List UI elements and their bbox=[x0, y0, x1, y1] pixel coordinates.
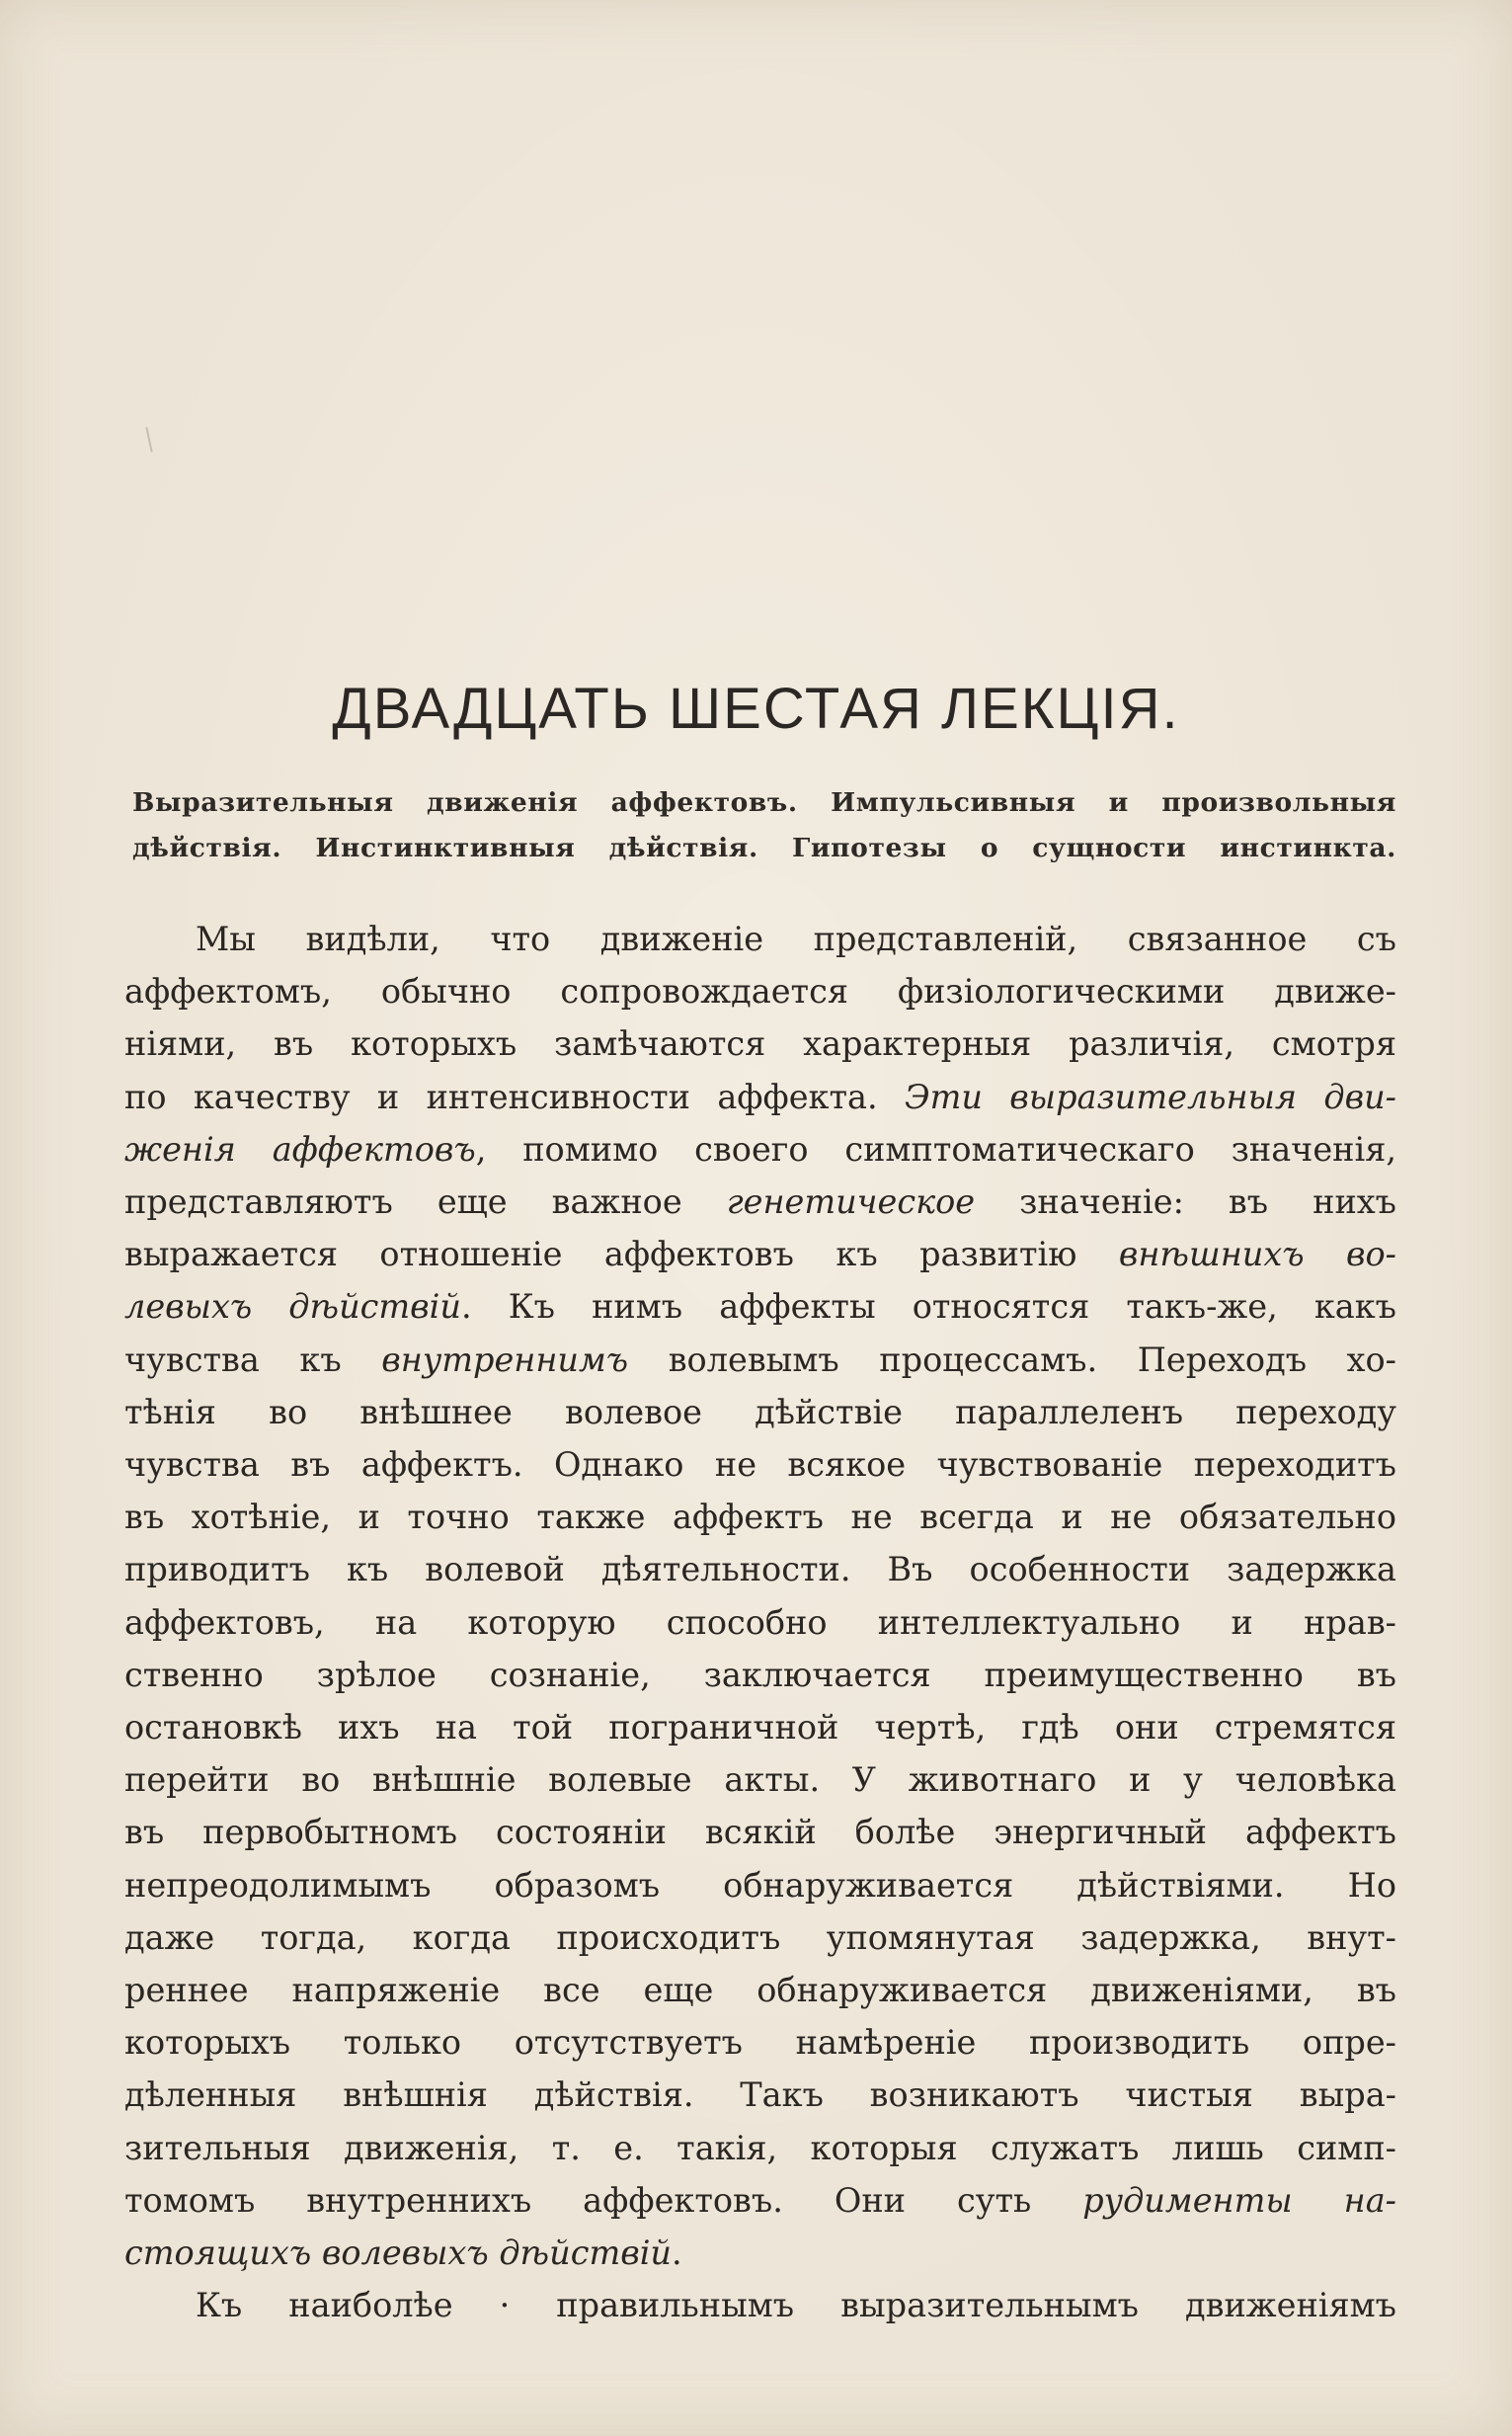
italic-run: генетическое bbox=[726, 1182, 976, 1222]
text-run: аффектомъ, обычно сопровождается физіологическими движе- bbox=[124, 972, 1396, 1012]
text-run: перейти во внѣшніе волевые акты. У животнаго и у человѣка bbox=[124, 1760, 1396, 1800]
text-line bbox=[124, 1753, 1396, 1806]
text-line bbox=[124, 1964, 1396, 2016]
text-run: по качеству и интенсивности аффекта. bbox=[124, 1077, 905, 1116]
text-line bbox=[124, 1386, 1396, 1438]
text-run: въ хотѣніе, и точно также аффектъ не всегда и не обязательно bbox=[124, 1498, 1396, 1537]
text-run: остановкѣ ихъ на той пограничной чертѣ, гдѣ они стремятся bbox=[124, 1708, 1396, 1747]
text-run: . bbox=[672, 2233, 682, 2273]
text-run: въ первобытномъ состояніи всякій болѣе энергичный аффектъ bbox=[124, 1813, 1396, 1852]
text-line bbox=[124, 1123, 1396, 1176]
text-line bbox=[124, 2174, 1396, 2227]
text-run: представляютъ еще важное bbox=[124, 1182, 727, 1222]
text-run: , помимо своего симптоматическаго значенія, bbox=[475, 1129, 1396, 1169]
body-text bbox=[124, 913, 1396, 2331]
text-line bbox=[124, 1334, 1396, 1386]
text-line bbox=[124, 1701, 1396, 1753]
text-line bbox=[124, 965, 1396, 1017]
text-line bbox=[124, 1543, 1396, 1595]
text-line bbox=[124, 1859, 1396, 1911]
text-line bbox=[124, 2069, 1396, 2121]
text-run: ніями, въ которыхъ замѣчаются характерныя различія, смотря bbox=[124, 1024, 1396, 1064]
text-line bbox=[124, 913, 1396, 965]
text-run: реннее напряженіе все еще обнаруживается движеніями, въ bbox=[124, 1971, 1396, 2010]
text-run: значеніе: въ нихъ bbox=[975, 1182, 1396, 1222]
text-run: волевымъ процессамъ. Переходъ хо- bbox=[628, 1340, 1396, 1379]
text-line bbox=[124, 1071, 1396, 1123]
lecture-summary bbox=[132, 780, 1396, 871]
summary-line: Выразительныя движенія аффектовъ. Импульсивныя и произвольныя bbox=[132, 787, 1396, 818]
text-line bbox=[124, 2122, 1396, 2174]
italic-run: Эти выразительныя дви- bbox=[905, 1077, 1397, 1116]
italic-run: внѣшнихъ во- bbox=[1118, 1235, 1396, 1274]
summary-line: дѣйствія. Инстинктивныя дѣйствія. Гипотезы о сущности инстинкта. bbox=[132, 833, 1396, 863]
text-run: непреодолимымъ образомъ обнаруживается дѣйствіями. Но bbox=[124, 1865, 1396, 1905]
text-line bbox=[124, 1280, 1396, 1333]
text-run: Къ наиболѣе · правильнымъ выразительнымъ движеніямъ bbox=[196, 2286, 1396, 2325]
text-run: Мы видѣли, что движеніе представленій, связанное съ bbox=[196, 920, 1396, 958]
text-line bbox=[124, 1911, 1396, 1964]
text-run: даже тогда, когда происходитъ упомянутая задержка, внут- bbox=[124, 1917, 1396, 1957]
italic-run: левыхъ дѣйствій bbox=[124, 1287, 461, 1327]
text-run: зительныя движенія, т. е. такія, которыя служатъ лишь симп- bbox=[124, 2128, 1396, 2167]
italic-run: рудименты на- bbox=[1082, 2180, 1396, 2220]
text-line bbox=[124, 1649, 1396, 1701]
text-run: которыхъ только отсутствуетъ намѣреніе производить опре- bbox=[124, 2023, 1396, 2063]
paper-speck bbox=[145, 427, 152, 452]
text-line bbox=[124, 2227, 1396, 2279]
text-line bbox=[124, 1228, 1396, 1280]
text-run: аффектовъ, на которую способно интеллектуально и нрав- bbox=[124, 1602, 1396, 1642]
italic-run: женія аффектовъ bbox=[124, 1129, 476, 1169]
text-line bbox=[124, 1017, 1396, 1070]
text-run: дѣленныя внѣшнія дѣйствія. Такъ возникаютъ чистыя выра- bbox=[124, 2075, 1396, 2115]
text-run: выражается отношеніе аффектовъ къ развитію bbox=[124, 1235, 1119, 1274]
text-run: томомъ внутреннихъ аффектовъ. Они суть bbox=[124, 2180, 1083, 2220]
text-run: чувства къ bbox=[124, 1340, 382, 1379]
italic-run: внутреннимъ bbox=[381, 1340, 629, 1379]
text-line bbox=[124, 1176, 1396, 1228]
text-line bbox=[124, 2016, 1396, 2069]
text-run: . Къ нимъ аффекты относятся такъ-же, какъ bbox=[460, 1287, 1396, 1327]
text-line bbox=[124, 1491, 1396, 1543]
italic-run: стоящихъ волевыхъ дѣйствій bbox=[124, 2233, 673, 2273]
text-run: приводитъ къ волевой дѣятельности. Въ особенности задержка bbox=[124, 1550, 1396, 1589]
text-line bbox=[124, 1806, 1396, 1858]
text-line bbox=[124, 2279, 1396, 2331]
text-run: чувства въ аффектъ. Однако не всякое чувствованіе переходитъ bbox=[124, 1445, 1396, 1485]
text-run: ственно зрѣлое сознаніе, заключается преимущественно въ bbox=[124, 1655, 1396, 1694]
text-run: тѣнія во внѣшнее волевое дѣйствіе параллеленъ переходу bbox=[124, 1392, 1396, 1431]
text-line bbox=[124, 1438, 1396, 1491]
lecture-title: ДВАДЦАТЬ ШЕСТАЯ ЛЕКЦІЯ. bbox=[332, 677, 1180, 741]
text-line bbox=[124, 1596, 1396, 1649]
